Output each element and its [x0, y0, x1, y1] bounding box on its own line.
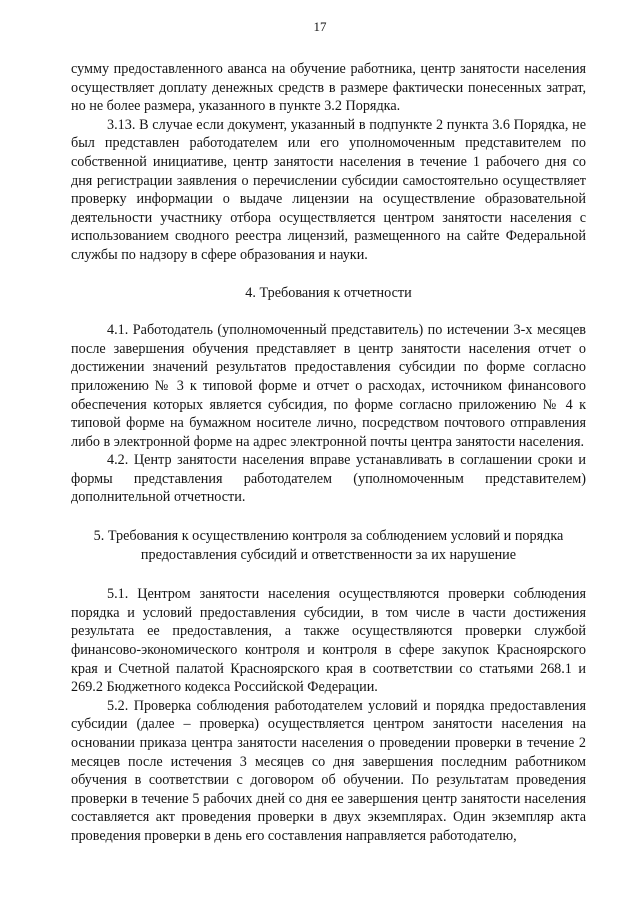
paragraph-4-1: 4.1. Работодатель (уполномоченный представитель) по истечении 3-х месяцев после завершения обучения представляет в центр занятости населения отчет о достижении значений результатов предоставления субсидии по форме согласно приложению № 3 к типовой форме и отчет о расходах, источником финансового обеспечения которых является субсидия, по форме согласно приложению № 4 к типовой форме на бумажном носителе лично, посредством почтового отправления либо в электронной форме на адрес электронной почты центра занятости населения. — [71, 322, 586, 450]
page-number: 17 — [313, 19, 327, 34]
paragraph-continuation: сумму предоставленного аванса на обучение работника, центр занятости населения осуществляет доплату денежных средств в размере фактически понесенных затрат, но не более размера, указанного в пункте 3.2 Порядка. — [71, 61, 586, 115]
paragraph-5-2: 5.2. Проверка соблюдения работодателем условий и порядка предоставления субсидии (далее – проверка) осуществляется центром занятости населения на основании приказа центра занятости населения о проведении проверки в течение 2 месяцев после истечения 3 месяцев со дня завершения последним работником обучения в соответствии с договором об обучении. По результатам проведения проверки в течение 5 рабочих дней со дня ее завершения центр занятости населения составляется акт проведения проверки в двух экземплярах. Один экземпляр акта проведения проверки в день его составления направляется работодателю, — [71, 697, 586, 844]
section-4-heading: 4. Требования к отчетности — [245, 284, 412, 301]
paragraph-4-2: 4.2. Центр занятости населения вправе устанавливать в соглашении сроки и формы представления работодателем (уполномоченным представителем) дополнительной отчетности. — [71, 452, 586, 506]
section-5-heading — [71, 527, 586, 564]
paragraph-3-13: 3.13. В случае если документ, указанный в подпункте 2 пункта 3.6 Порядка, не был представлен работодателем или его уполномоченным представителем по собственной инициативе, центр занятости населения в течение 1 рабочего дня со дня регистрации заявления о перечислении субсидии самостоятельно осуществляет проверку информации о выдаче лицензии на осуществление образовательной деятельности участнику отбора осуществляется центром занятости населения с использованием сводного реестра лицензий, размещенного на сайте Федеральной службы по надзору в сфере образования и науки. — [71, 116, 586, 263]
section-5-heading-line-2: предоставления субсидий и ответственности за их нарушение — [140, 546, 517, 563]
section-5-heading-line-1: 5. Требования к осуществлению контроля за соблюдением условий и порядка — [93, 528, 564, 545]
paragraph-5-1: 5.1. Центром занятости населения осуществляются проверки соблюдения порядка и условий предоставления субсидии, в том числе в части достижения результата ее предоставления, а также осуществляются проверки службой финансово-экономического контроля и контроля в сфере закупок Красноярского края и Счетной палатой Красноярского края в соответствии со статьями 268.1 и 269.2 Бюджетного кодекса Российской Федерации. — [71, 586, 586, 696]
document-body — [71, 60, 586, 846]
